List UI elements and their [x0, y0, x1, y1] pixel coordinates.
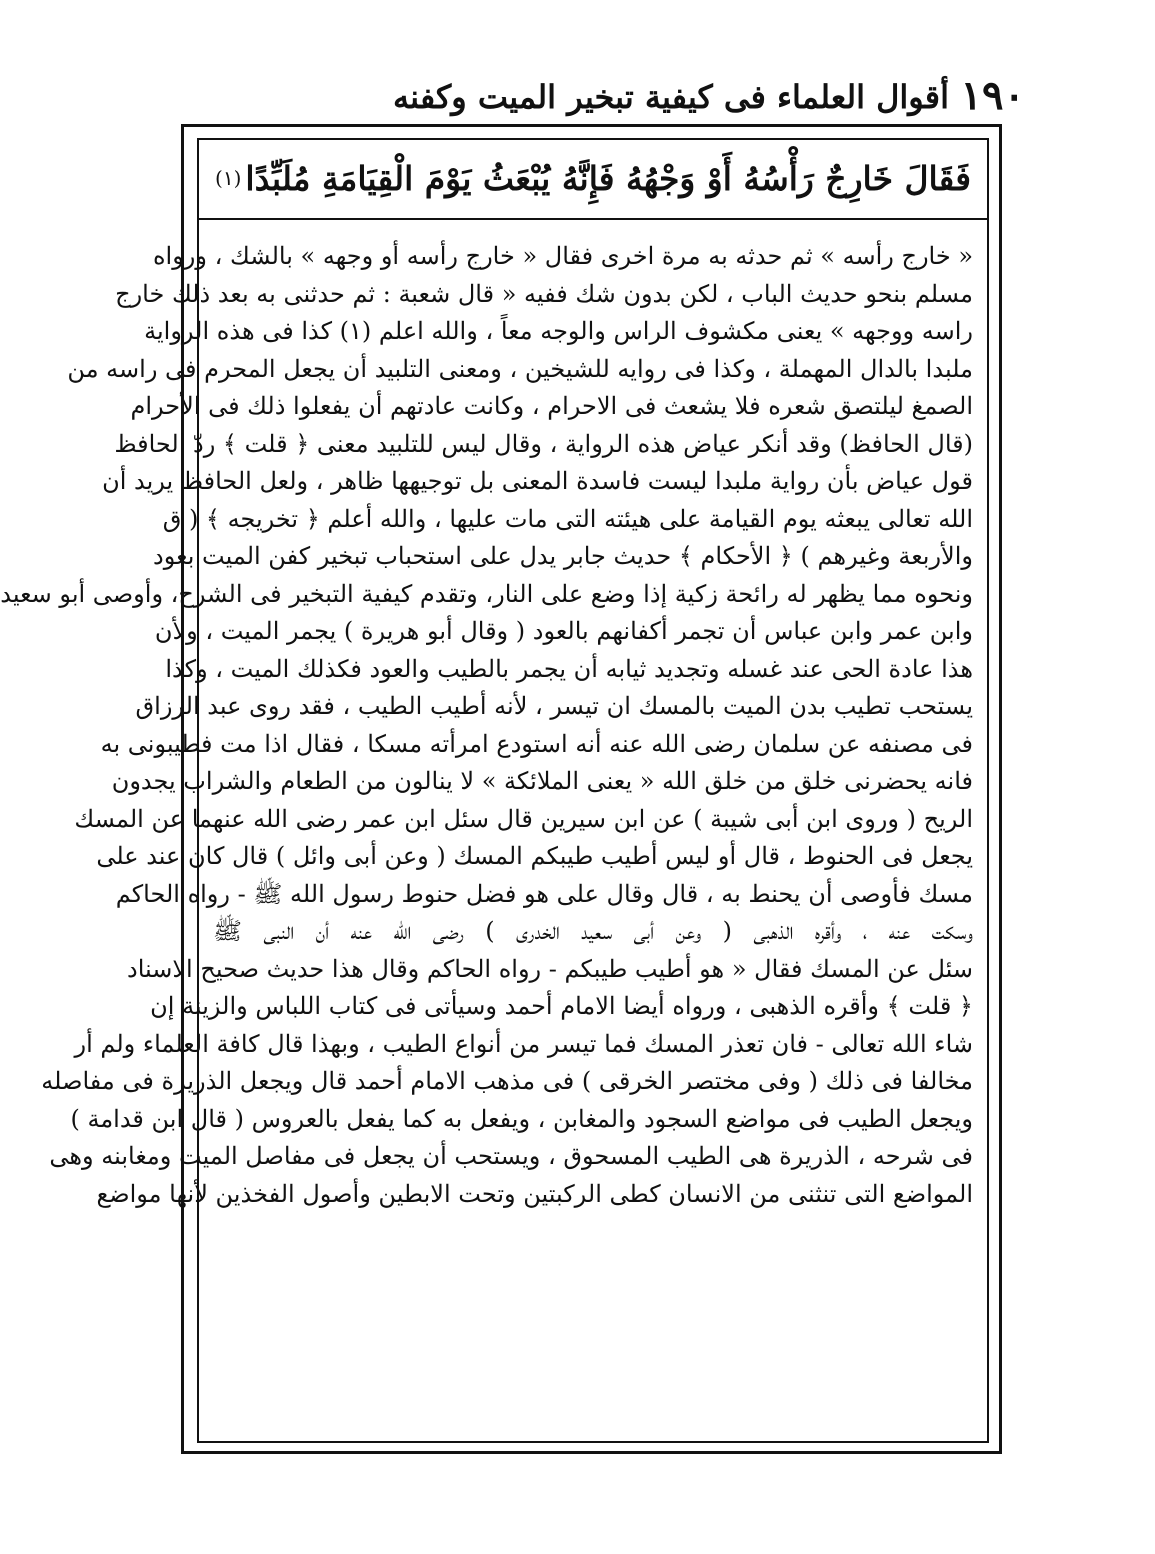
- text-line: ﴿ قلت ﴾ وأقره الذهبى ، ورواه أيضا الامام أحمد وسيأتى فى كتاب اللباس والزينة إن: [150, 992, 973, 1020]
- text-line: مسلم بنحو حديث الباب ، لكن بدون شك ففيه « قال شعبة : ثم حدثنى به بعد ذلك خارج: [115, 279, 973, 308]
- text-line: ملبدا بالدال المهملة ، وكذا فى روايه للشيخين ، ومعنى التلبيد أن يجعل المحرم فى راسه من: [67, 354, 973, 383]
- text-line: الصمغ ليلتصق شعره فلا يشعث فى الاحرام ، وكانت عادتهم أن يفعلوا ذلك فى الأحرام: [130, 392, 973, 420]
- text-line: فانه يحضرنى خلق من خلق الله « يعنى الملائكة » لا ينالون من الطعام والشراب يجدون: [111, 767, 973, 795]
- text-line: يجعل فى الحنوط ، قال أو ليس أطيب طيبكم المسك ( وعن أبى وائل ) قال كان عند على: [96, 842, 973, 870]
- text-line: (قال الحافظ) وقد أنكر عياض هذه الرواية ، وقال ليس للتلبيد معنى ﴿ قلت ﴾ ردّ الحافظ: [114, 429, 973, 458]
- text-line: ونحوه مما يظهر له رائحة زكية إذا وضع على النار، وتقدم كيفية التبخير فى الشرح، وأوصى أبو سعيد: [0, 579, 973, 608]
- text-line: يستحب تطيب بدن الميت بالمسك ان تيسر ، لأنه أطيب الطيب ، فقد روى عبد الرزاق: [135, 692, 973, 720]
- hadith-footnote-marker: (١): [215, 166, 242, 190]
- hadith-box: [197, 138, 989, 220]
- text-line: مخالفا فى ذلك ( وفى مختصر الخرقى ) فى مذهب الامام أحمد قال ويجعل الذريرة فى مفاصله: [41, 1067, 973, 1095]
- text-line: فى شرحه ، الذريرة هى الطيب المسحوق ، ويستحب أن يجعل فى مفاصل الميت ومغابنه وهى: [49, 1142, 973, 1170]
- hadith-text: فَقَالَ خَارِجٌ رَأْسُهُ أَوْ وَجْهُهُ فَإِنَّهُ يُبْعَثُ يَوْمَ الْقِيَامَةِ مُلَبِّدًا: [245, 158, 971, 198]
- text-line: الريح ( وروى ابن أبى شيبة ) عن ابن سيرين قال سئل ابن عمر رضى الله عنهما عن المسك: [74, 804, 973, 833]
- running-title: أقوال العلماء فى كيفية تبخير الميت وكفنه: [393, 78, 949, 116]
- text-line: مسك فأوصى أن يحنط به ، قال وقال على هو فضل حنوط رسول الله ﷺ - رواه الحاكم: [115, 879, 973, 908]
- text-line: سئل عن المسك فقال « هو أطيب طيبكم - رواه الحاكم وقال هذا حديث صحيح الاسناد: [127, 954, 973, 983]
- text-line: شاء الله تعالى - فان تعذر المسك فما تيسر من أنواع الطيب ، وبهذا قال كافة العلماء ولم أر: [74, 1029, 973, 1058]
- page-number: ١٩٠: [960, 72, 1025, 119]
- text-line: راسه ووجهه » يعنى مكشوف الراس والوجه معاً ، والله اعلم (١) كذا فى هذه الرواية: [144, 317, 973, 345]
- text-line: المواضع التى تنثنى من الانسان كطى الركبتين وتحت الابطين وأصول الفخذين لأنها مواضع: [96, 1179, 973, 1208]
- text-line: « خارج رأسه » ثم حدثه به مرة اخرى فقال « خارج رأسه أو وجهه » بالشك ، ورواه: [152, 242, 973, 270]
- text-line: وابن عمر وابن عباس أن تجمر أكفانهم بالعود ( وقال أبو هريرة ) يجمر الميت ، ولأن: [154, 617, 973, 645]
- text-line: ويجعل الطيب فى مواضع السجود والمغابن ، ويفعل به كما يفعل بالعروس ( قال ابن قدامة ): [70, 1104, 973, 1133]
- text-line: الله تعالى يبعثه يوم القيامة على هيئته التى مات عليها ، والله أعلم ﴿ تخريجه ﴾ ( ق: [162, 504, 973, 533]
- text-line: فى مصنفه عن سلمان رضى الله عنه أنه استودع امرأته مسكا ، فقال اذا مت فطيبونى به: [100, 729, 973, 758]
- text-line: وسكت عنه ، وأقره الذهبى ( وعن أبى سعيد الخدرى ) رضى الله عنه أن النبى ﷺ: [213, 917, 973, 945]
- text-line: قول عياض بأن رواية ملبدا ليست فاسدة المعنى بل توجيهها ظاهر ، ولعل الحافظ يريد أن: [102, 467, 973, 495]
- text-line: هذا عادة الحى عند غسله وتجديد ثيابه أن يجمر بالطيب والعود فكذلك الميت ، وكذا: [165, 654, 973, 683]
- commentary-body: [0, 238, 973, 1438]
- text-line: والأربعة وغيرهم ) ﴿ الأحكام ﴾ حديث جابر يدل على استحباب تبخير كفن الميت بعود: [153, 542, 973, 570]
